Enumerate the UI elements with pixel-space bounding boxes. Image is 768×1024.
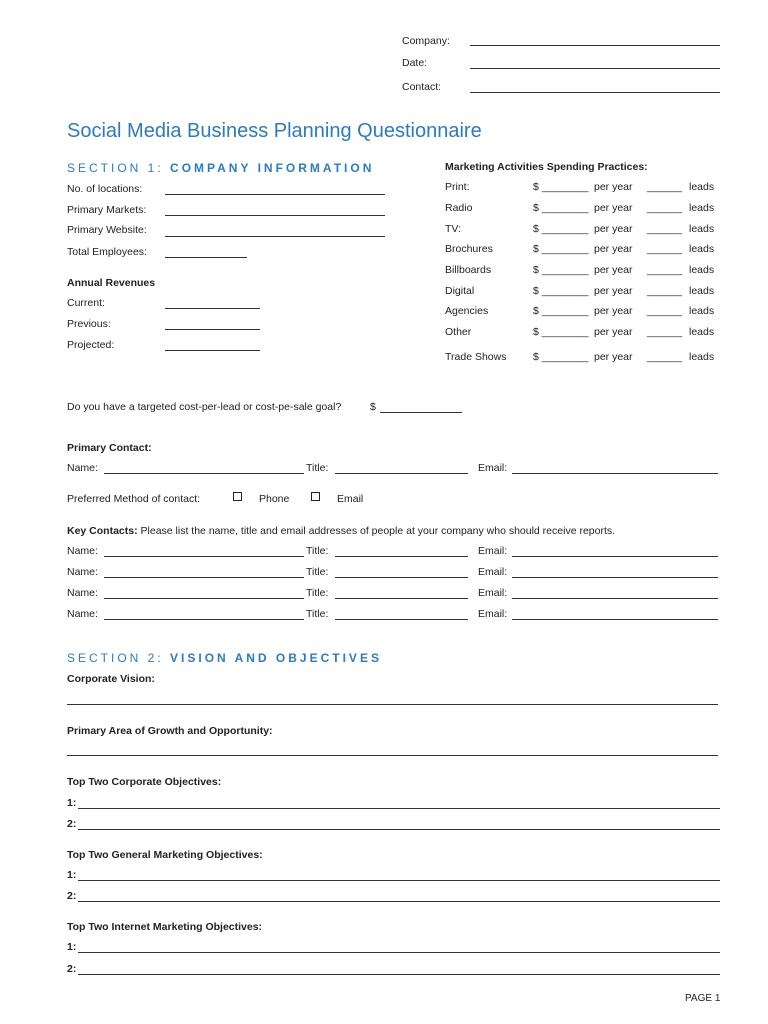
marketing-dollar-field[interactable]: $ ________ <box>533 181 589 193</box>
revenue-previous-field[interactable] <box>165 329 260 330</box>
internet-objective-1-field[interactable] <box>78 952 720 953</box>
phone-option-label: Phone <box>259 493 290 505</box>
key-contact-name-field[interactable] <box>104 598 304 599</box>
marketing-per-year: per year <box>594 326 633 338</box>
section2-heading <box>67 651 382 665</box>
date-field[interactable] <box>470 68 720 69</box>
key-contact-name-label: Name: <box>67 566 98 578</box>
marketing-leads-label: leads <box>689 285 715 297</box>
marketing-leads-field[interactable]: ______ <box>647 181 683 193</box>
corporate-objectives-label: Top Two Corporate Objectives: <box>67 776 222 788</box>
key-contact-title-field[interactable] <box>335 619 468 620</box>
marketing-dollar-field[interactable]: $ ________ <box>533 202 589 214</box>
key-contact-email-label: Email: <box>478 566 508 578</box>
key-contact-name-field[interactable] <box>104 577 304 578</box>
internet-objective-2-field[interactable] <box>78 974 720 975</box>
marketing-per-year: per year <box>594 223 633 235</box>
marketing-leads-label: leads <box>689 264 715 276</box>
primary-email-field[interactable] <box>512 473 718 474</box>
key-contact-name-label: Name: <box>67 608 98 620</box>
corporate-vision-label: Corporate Vision: <box>67 673 155 685</box>
key-contact-title-label: Title: <box>306 545 329 557</box>
marketing-leads-label: leads <box>689 202 715 214</box>
key-contact-title-label: Title: <box>306 566 329 578</box>
corporate-objective-2-field[interactable] <box>78 829 720 830</box>
phone-checkbox[interactable] <box>233 492 242 501</box>
corporate-objective-1-num: 1: <box>67 797 77 809</box>
marketing-leads-label: leads <box>689 223 715 235</box>
marketing-leads-field[interactable]: ______ <box>647 326 683 338</box>
general-objective-2-num: 2: <box>67 890 77 902</box>
marketing-per-year: per year <box>594 181 633 193</box>
primary-title-label: Title: <box>306 462 329 474</box>
key-contact-name-label: Name: <box>67 587 98 599</box>
key-contacts-description: Please list the name, title and email addresses of people at your company who should receive reports. <box>140 525 616 537</box>
marketing-per-year: per year <box>594 202 633 214</box>
marketing-dollar-field[interactable]: $ ________ <box>533 351 589 363</box>
marketing-leads-label: leads <box>689 351 715 363</box>
internet-objective-2-num: 2: <box>67 963 77 975</box>
marketing-leads-label: leads <box>689 243 715 255</box>
email-checkbox[interactable] <box>311 492 320 501</box>
locations-label: No. of locations: <box>67 183 143 195</box>
marketing-leads-field[interactable]: ______ <box>647 305 683 317</box>
cost-goal-dollar: $ <box>370 401 376 413</box>
key-contact-title-label: Title: <box>306 608 329 620</box>
general-objective-1-field[interactable] <box>78 880 720 881</box>
marketing-row-label: Radio <box>445 202 473 214</box>
marketing-leads-field[interactable]: ______ <box>647 264 683 276</box>
marketing-row-label: Other <box>445 326 472 338</box>
employees-field[interactable] <box>165 257 247 258</box>
marketing-row-label: Billboards <box>445 264 492 276</box>
section1-prefix: SECTION 1: <box>67 161 164 175</box>
revenue-previous-label: Previous: <box>67 318 111 330</box>
marketing-row-label: TV: <box>445 223 461 235</box>
marketing-heading: Marketing Activities Spending Practices: <box>445 161 648 173</box>
marketing-per-year: per year <box>594 264 633 276</box>
key-contact-email-field[interactable] <box>512 598 718 599</box>
contact-label: Contact: <box>402 81 442 93</box>
key-contact-email-label: Email: <box>478 587 508 599</box>
revenue-current-field[interactable] <box>165 308 260 309</box>
marketing-leads-field[interactable]: ______ <box>647 351 683 363</box>
marketing-leads-field[interactable]: ______ <box>647 223 683 235</box>
marketing-row-label: Print: <box>445 181 470 193</box>
primary-name-label: Name: <box>67 462 98 474</box>
marketing-leads-label: leads <box>689 181 715 193</box>
key-contact-email-label: Email: <box>478 545 508 557</box>
section2-name: VISION AND OBJECTIVES <box>170 651 382 665</box>
key-contact-name-field[interactable] <box>104 619 304 620</box>
contact-field[interactable] <box>470 92 720 93</box>
company-label: Company: <box>402 35 450 47</box>
key-contact-name-field[interactable] <box>104 556 304 557</box>
markets-label: Primary Markets: <box>67 204 147 216</box>
primary-email-label: Email: <box>478 462 508 474</box>
general-objective-1-num: 1: <box>67 869 77 881</box>
revenue-projected-field[interactable] <box>165 350 260 351</box>
preferred-method-label: Preferred Method of contact: <box>67 493 201 505</box>
key-contacts-heading: Key Contacts: <box>67 525 138 537</box>
key-contact-email-field[interactable] <box>512 577 718 578</box>
revenue-projected-label: Projected: <box>67 339 115 351</box>
markets-field[interactable] <box>165 215 385 216</box>
employees-label: Total Employees: <box>67 246 147 258</box>
marketing-row-label: Agencies <box>445 305 489 317</box>
key-contact-title-field[interactable] <box>335 598 468 599</box>
internet-marketing-label: Top Two Internet Marketing Objectives: <box>67 921 263 933</box>
key-contact-name-label: Name: <box>67 545 98 557</box>
key-contact-title-field[interactable] <box>335 556 468 557</box>
primary-title-field[interactable] <box>335 473 468 474</box>
marketing-row-label: Brochures <box>445 243 493 255</box>
marketing-per-year: per year <box>594 285 633 297</box>
marketing-per-year: per year <box>594 243 633 255</box>
marketing-dollar-field[interactable]: $ ________ <box>533 264 589 276</box>
date-label: Date: <box>402 57 428 69</box>
cost-goal-question: Do you have a targeted cost-per-lead or cost-pe-sale goal? <box>67 401 342 413</box>
marketing-row-label: Digital <box>445 285 475 297</box>
section1-name: COMPANY INFORMATION <box>170 161 375 175</box>
marketing-dollar-field[interactable]: $ ________ <box>533 223 589 235</box>
key-contact-email-label: Email: <box>478 608 508 620</box>
corporate-vision-field[interactable] <box>67 704 718 705</box>
marketing-dollar-field[interactable]: $ ________ <box>533 285 589 297</box>
cost-goal-field[interactable] <box>380 412 462 413</box>
marketing-leads-field[interactable]: ______ <box>647 243 683 255</box>
key-contacts-intro <box>67 525 615 537</box>
marketing-dollar-field[interactable]: $ ________ <box>533 243 589 255</box>
general-marketing-label: Top Two General Marketing Objectives: <box>67 849 263 861</box>
primary-name-field[interactable] <box>104 473 304 474</box>
annual-revenues-heading: Annual Revenues <box>67 277 156 289</box>
marketing-leads-label: leads <box>689 305 715 317</box>
company-field[interactable] <box>470 45 720 46</box>
marketing-leads-field[interactable]: ______ <box>647 285 683 297</box>
general-objective-2-field[interactable] <box>78 901 720 902</box>
corporate-objective-1-field[interactable] <box>78 808 720 809</box>
corporate-objective-2-num: 2: <box>67 818 77 830</box>
marketing-dollar-field[interactable]: $ ________ <box>533 305 589 317</box>
primary-contact-heading: Primary Contact: <box>67 442 152 454</box>
key-contact-email-field[interactable] <box>512 619 718 620</box>
page-title: Social Media Business Planning Questionnaire <box>67 120 482 142</box>
growth-area-field[interactable] <box>67 755 718 756</box>
marketing-row-label: Trade Shows <box>445 351 507 363</box>
page-number: PAGE 1 <box>685 993 721 1004</box>
section2-prefix: SECTION 2: <box>67 651 164 665</box>
revenue-current-label: Current: <box>67 297 105 309</box>
key-contact-title-label: Title: <box>306 587 329 599</box>
key-contact-title-field[interactable] <box>335 577 468 578</box>
marketing-dollar-field[interactable]: $ ________ <box>533 326 589 338</box>
internet-objective-1-num: 1: <box>67 941 77 953</box>
website-label: Primary Website: <box>67 224 147 236</box>
marketing-leads-field[interactable]: ______ <box>647 202 683 214</box>
marketing-per-year: per year <box>594 305 633 317</box>
section1-heading <box>67 161 374 175</box>
marketing-per-year: per year <box>594 351 633 363</box>
key-contact-email-field[interactable] <box>512 556 718 557</box>
locations-field[interactable] <box>165 194 385 195</box>
growth-area-label: Primary Area of Growth and Opportunity: <box>67 725 273 737</box>
website-field[interactable] <box>165 236 385 237</box>
marketing-leads-label: leads <box>689 326 715 338</box>
email-option-label: Email <box>337 493 364 505</box>
